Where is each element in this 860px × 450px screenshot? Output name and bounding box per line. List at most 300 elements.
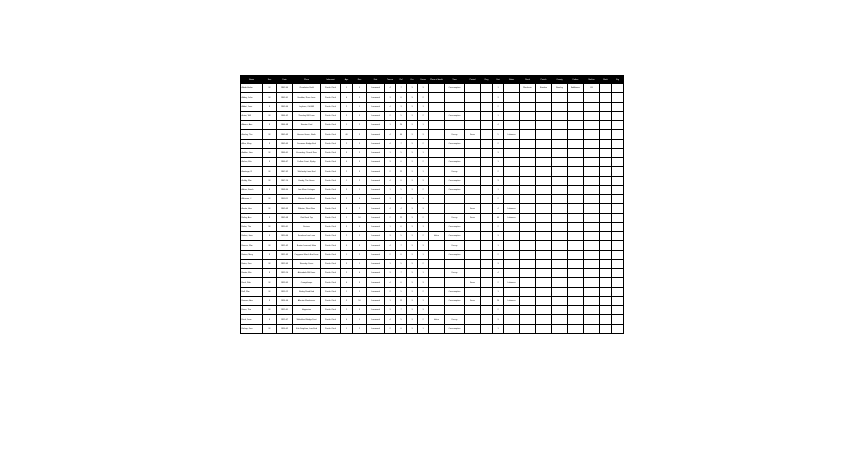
table-cell: 2	[418, 112, 429, 121]
table-cell	[612, 130, 624, 140]
table-cell	[584, 195, 600, 204]
table-cell: 10	[353, 297, 367, 306]
table-row	[241, 288, 624, 297]
table-cell	[429, 251, 445, 260]
table-cell: 2	[418, 260, 429, 269]
table-cell	[520, 288, 536, 297]
table-cell: 3	[341, 297, 353, 306]
table-cell: 4	[385, 140, 396, 149]
table-cell: 3	[493, 149, 504, 158]
table-cell: Parish Clerk	[321, 158, 341, 167]
table-cell: 1	[493, 158, 504, 167]
table-cell: Parish Clerk	[321, 149, 341, 158]
table-row	[241, 121, 624, 130]
column-header: Rank	[520, 76, 536, 84]
table-cell: 1851-02	[277, 241, 293, 251]
table-cell	[520, 121, 536, 130]
table-cell: Austin, Hen	[241, 204, 263, 214]
table-cell: 1	[385, 223, 396, 232]
table-cell	[536, 177, 552, 186]
table-cell	[612, 140, 624, 149]
table-cell: Knaresby, Church Row	[293, 149, 321, 158]
table-cell: Atkins, Sarah	[241, 186, 263, 195]
table-cell: Parish Clerk	[321, 195, 341, 204]
table-cell	[481, 325, 493, 334]
table-cell	[445, 121, 465, 130]
table-cell	[568, 232, 584, 241]
table-cell: 2	[418, 214, 429, 223]
table-cell	[504, 241, 520, 251]
table-cell	[536, 130, 552, 140]
table-cell: 10	[353, 214, 367, 223]
table-cell	[568, 306, 584, 315]
column-header: Name	[241, 76, 263, 84]
table-cell: 3	[407, 158, 418, 167]
table-cell	[536, 325, 552, 334]
table-cell	[552, 177, 568, 186]
table-cell: 40	[341, 130, 353, 140]
table-cell	[568, 288, 584, 297]
table-cell: 1	[418, 149, 429, 158]
table-cell	[584, 251, 600, 260]
table-cell: 1	[418, 167, 429, 177]
table-cell: Leyburn, Old Mill	[293, 103, 321, 112]
table-cell: 2	[341, 195, 353, 204]
table-cell: 1	[493, 112, 504, 121]
table-cell: 1	[493, 241, 504, 251]
table-cell	[536, 278, 552, 288]
table-cell	[481, 177, 493, 186]
table-cell: 1	[418, 195, 429, 204]
table-cell: Farnham Low Lane	[293, 232, 321, 241]
table-cell	[584, 232, 600, 241]
table-cell	[584, 214, 600, 223]
table-cell	[445, 195, 465, 204]
table-cell: 2	[385, 214, 396, 223]
table-cell: Parish Clerk	[321, 241, 341, 251]
table-cell	[536, 223, 552, 232]
table-cell: 1847-02	[277, 167, 293, 177]
table-cell: 2	[418, 288, 429, 297]
table-cell: 1	[341, 325, 353, 334]
table-cell	[504, 177, 520, 186]
table-cell	[429, 306, 445, 315]
table-cell: 4	[493, 121, 504, 130]
table-row	[241, 315, 624, 325]
table-cell: Archer, Eliz	[241, 158, 263, 167]
table-cell	[568, 186, 584, 195]
table-cell: 4	[385, 241, 396, 251]
table-cell: 3	[493, 177, 504, 186]
table-cell	[584, 260, 600, 269]
table-cell: 1844-08	[277, 121, 293, 130]
table-cell	[481, 112, 493, 121]
table-cell: 4	[341, 241, 353, 251]
table-cell: Parish Clerk	[321, 315, 341, 325]
table-cell: 6	[396, 223, 407, 232]
table-cell: F	[263, 297, 277, 306]
column-header: Sex	[263, 76, 277, 84]
table-row	[241, 306, 624, 315]
table-cell	[552, 158, 568, 167]
table-cell: 3	[385, 269, 396, 278]
table-cell: 1	[385, 297, 396, 306]
table-cell: 6	[396, 158, 407, 167]
table-cell	[600, 260, 612, 269]
table-cell: Labourer	[504, 214, 520, 223]
table-cell	[481, 130, 493, 140]
table-cell: 3	[418, 306, 429, 315]
table-cell: Labourer	[504, 204, 520, 214]
table-cell	[600, 186, 612, 195]
table-cell	[504, 167, 520, 177]
table-cell: M	[263, 84, 277, 93]
table-cell	[584, 121, 600, 130]
table-cell	[612, 297, 624, 306]
table-cell	[612, 278, 624, 288]
table-cell: F	[263, 251, 277, 260]
table-cell: M	[263, 112, 277, 121]
table-cell: 1846-01	[277, 149, 293, 158]
table-cell: 2	[353, 149, 367, 158]
table-cell: Parish Clerk	[321, 223, 341, 232]
table-cell: 3	[407, 167, 418, 177]
table-cell: Parish Clerk	[321, 140, 341, 149]
table-cell: Parish Clerk	[321, 93, 341, 103]
table-cell	[465, 149, 481, 158]
table-cell: Parish Clerk	[321, 112, 341, 121]
table-cell: Arkendale Mill Lane	[293, 269, 321, 278]
table-cell	[536, 149, 552, 158]
table-cell: 2	[353, 177, 367, 186]
table-cell: 2	[385, 325, 396, 334]
table-cell	[568, 204, 584, 214]
table-row	[241, 251, 624, 260]
table-row	[241, 204, 624, 214]
table-cell	[612, 186, 624, 195]
table-cell: 1	[493, 325, 504, 334]
table-cell: Harrow Green, North	[293, 130, 321, 140]
table-cell	[504, 121, 520, 130]
table-cell	[536, 93, 552, 103]
table-cell: Lowmond	[367, 186, 385, 195]
table-cell: Marton Field Head	[293, 195, 321, 204]
table-cell	[465, 158, 481, 167]
table-row	[241, 214, 624, 223]
table-cell: Parish Clerk	[321, 214, 341, 223]
table-cell: 5	[396, 288, 407, 297]
table-cell	[600, 241, 612, 251]
table-cell: 3	[353, 241, 367, 251]
table-cell: Parish Clerk	[321, 288, 341, 297]
table-cell: 3	[493, 260, 504, 269]
table-cell: 2	[493, 251, 504, 260]
table-cell: Fever	[465, 214, 481, 223]
table-cell	[536, 306, 552, 315]
table-cell: Parish Clerk	[321, 121, 341, 130]
column-header: Sig	[612, 76, 624, 84]
table-cell	[552, 186, 568, 195]
table-cell	[465, 140, 481, 149]
table-cell	[445, 93, 465, 103]
table-cell	[612, 251, 624, 260]
table-cell	[429, 103, 445, 112]
table-cell	[429, 149, 445, 158]
table-cell	[536, 195, 552, 204]
table-row	[241, 140, 624, 149]
table-cell: 2	[341, 232, 353, 241]
table-cell: 1856-02	[277, 325, 293, 334]
table-cell	[481, 121, 493, 130]
table-cell: Decay	[445, 269, 465, 278]
table-cell: F	[263, 232, 277, 241]
column-header: Mark	[600, 76, 612, 84]
table-cell	[520, 315, 536, 325]
table-cell: 1	[353, 260, 367, 269]
table-cell: 4	[385, 84, 396, 93]
table-cell	[612, 223, 624, 232]
table-cell: 1849-03	[277, 204, 293, 214]
table-cell	[552, 223, 568, 232]
table-cell: Lowmond	[367, 158, 385, 167]
table-cell	[552, 204, 568, 214]
table-cell: Fever	[465, 297, 481, 306]
table-cell: 3	[385, 195, 396, 204]
table-cell	[481, 149, 493, 158]
table-cell	[520, 278, 536, 288]
table-cell: 1846-07	[277, 158, 293, 167]
table-cell	[520, 167, 536, 177]
table-cell	[584, 103, 600, 112]
table-cell: 1850-01	[277, 223, 293, 232]
table-cell	[536, 269, 552, 278]
table-cell: Scriven	[293, 223, 321, 232]
table-cell: 1	[493, 288, 504, 297]
table-cell: Clint Bank Top	[293, 214, 321, 223]
table-cell	[536, 297, 552, 306]
column-header: Place	[293, 76, 321, 84]
table-cell	[612, 195, 624, 204]
table-cell	[584, 167, 600, 177]
table-cell: 10	[493, 297, 504, 306]
table-cell: 3	[407, 315, 418, 325]
table-cell	[536, 241, 552, 251]
table-cell	[520, 112, 536, 121]
table-cell	[612, 241, 624, 251]
table-cell: Lowmond	[367, 278, 385, 288]
table-cell: Atkinson, J	[241, 195, 263, 204]
table-cell	[612, 149, 624, 158]
table-cell: 2	[418, 93, 429, 103]
table-cell: Mechanic	[520, 84, 536, 93]
table-cell: Abbey, John	[241, 93, 263, 103]
table-cell: 1	[418, 269, 429, 278]
table-cell	[536, 121, 552, 130]
table-cell	[520, 241, 536, 251]
table-cell: Lowmond	[367, 251, 385, 260]
table-cell: Acton, Will	[241, 112, 263, 121]
table-cell: Decay	[445, 315, 465, 325]
table-cell: Infirm	[429, 315, 445, 325]
table-cell	[600, 158, 612, 167]
table-cell	[429, 186, 445, 195]
table-cell	[600, 204, 612, 214]
table-cell: Stanton Yard	[293, 121, 321, 130]
table-cell: 4	[341, 315, 353, 325]
table-cell	[481, 223, 493, 232]
table-cell: Parish Clerk	[321, 130, 341, 140]
table-cell: Lowmond	[367, 288, 385, 297]
table-cell	[584, 186, 600, 195]
table-cell	[481, 251, 493, 260]
table-cell	[536, 140, 552, 149]
table-cell: Birch, Jane	[241, 315, 263, 325]
table-cell: Lowmond	[367, 195, 385, 204]
table-cell	[552, 167, 568, 177]
table-cell	[465, 241, 481, 251]
table-cell	[465, 223, 481, 232]
table-cell	[465, 177, 481, 186]
table-cell: 3	[341, 223, 353, 232]
table-cell: 1	[341, 177, 353, 186]
table-cell	[481, 214, 493, 223]
table-cell: Abbot, Jane	[241, 103, 263, 112]
table-cell: F	[263, 121, 277, 130]
table-cell	[600, 251, 612, 260]
table-row	[241, 325, 624, 334]
table-cell	[520, 177, 536, 186]
table-cell	[465, 84, 481, 93]
table-cell: 3	[385, 232, 396, 241]
table-cell: Chamleton Field	[293, 84, 321, 93]
table-cell: Lowmond	[367, 223, 385, 232]
column-header: Rel	[396, 76, 407, 84]
table-cell	[465, 315, 481, 325]
table-row	[241, 278, 624, 288]
table-cell: 3	[353, 223, 367, 232]
table-cell: 1	[418, 325, 429, 334]
table-cell	[612, 103, 624, 112]
table-cell: Parish Clerk	[321, 232, 341, 241]
table-cell	[584, 140, 600, 149]
table-cell: Bishop, Geo	[241, 325, 263, 334]
table-cell: Lowmond	[367, 177, 385, 186]
table-cell: 4	[341, 158, 353, 167]
table-cell	[536, 103, 552, 112]
table-cell	[568, 251, 584, 260]
table-cell: 2	[353, 204, 367, 214]
table-cell: 4	[385, 103, 396, 112]
table-cell: 3	[407, 130, 418, 140]
table-cell	[600, 306, 612, 315]
table-cell: 1	[418, 121, 429, 130]
table-cell	[445, 278, 465, 288]
table-row	[241, 130, 624, 140]
table-cell	[481, 158, 493, 167]
table-cell	[465, 121, 481, 130]
table-cell: 20	[396, 121, 407, 130]
table-cell: 3	[341, 149, 353, 158]
table-cell: 4	[353, 269, 367, 278]
table-cell: Allerton Mauleverer	[293, 297, 321, 306]
table-cell: Consumption	[445, 186, 465, 195]
table-cell: Lowmond	[367, 297, 385, 306]
table-cell: 1	[353, 186, 367, 195]
table-cell: 1	[418, 223, 429, 232]
table-cell: 1	[385, 186, 396, 195]
table-cell	[504, 140, 520, 149]
table-cell: 3	[341, 112, 353, 121]
column-header: Time	[445, 76, 465, 84]
table-cell: 1851-09	[277, 251, 293, 260]
table-cell: 2	[385, 288, 396, 297]
table-cell	[600, 278, 612, 288]
table-cell: LB	[584, 84, 600, 93]
table-cell: 2	[341, 269, 353, 278]
table-cell: 1	[341, 84, 353, 93]
table-cell	[429, 195, 445, 204]
table-cell	[520, 214, 536, 223]
table-cell: 2	[493, 167, 504, 177]
table-cell	[612, 167, 624, 177]
table-cell: Barker, Jane	[241, 232, 263, 241]
table-cell	[612, 232, 624, 241]
table-cell: 3	[418, 84, 429, 93]
table-cell	[600, 84, 612, 93]
table-cell	[568, 269, 584, 278]
table-cell: 22	[396, 214, 407, 223]
table-cell	[504, 315, 520, 325]
table-cell	[504, 93, 520, 103]
table-cell: 3	[407, 223, 418, 232]
table-cell: F	[263, 103, 277, 112]
table-cell: Lowmond	[367, 325, 385, 334]
table-row	[241, 260, 624, 269]
table-cell: 2	[418, 232, 429, 241]
table-cell: Coneythorpe	[293, 278, 321, 288]
table-cell: 5	[396, 112, 407, 121]
table-cell	[568, 214, 584, 223]
table-cell: Fallow Court, Ripley	[293, 158, 321, 167]
table-cell: Consumption	[445, 177, 465, 186]
table-cell: Lowmond	[367, 260, 385, 269]
column-header: Notes	[504, 76, 520, 84]
table-cell	[568, 260, 584, 269]
table-cell	[429, 325, 445, 334]
table-cell	[520, 93, 536, 103]
table-cell: 4	[353, 195, 367, 204]
table-cell: Staveley Cross	[293, 260, 321, 269]
table-cell: Low Moor Cottages	[293, 186, 321, 195]
table-cell: Decay	[445, 241, 465, 251]
table-cell: Baxter, Eliz	[241, 269, 263, 278]
table-cell	[552, 288, 568, 297]
table-cell	[568, 103, 584, 112]
table-cell: Labourer	[504, 297, 520, 306]
table-cell: 1853-05	[277, 278, 293, 288]
table-cell: 1843-06	[277, 103, 293, 112]
table-cell: 3	[407, 204, 418, 214]
table-cell: 2	[353, 232, 367, 241]
table-cell: 2	[385, 167, 396, 177]
table-cell: Lowmond	[367, 140, 385, 149]
table-cell	[465, 288, 481, 297]
table-cell: 2	[341, 140, 353, 149]
table-cell: M	[263, 167, 277, 177]
table-cell	[600, 288, 612, 297]
table-cell: Bates, Geo	[241, 260, 263, 269]
table-cell	[568, 223, 584, 232]
